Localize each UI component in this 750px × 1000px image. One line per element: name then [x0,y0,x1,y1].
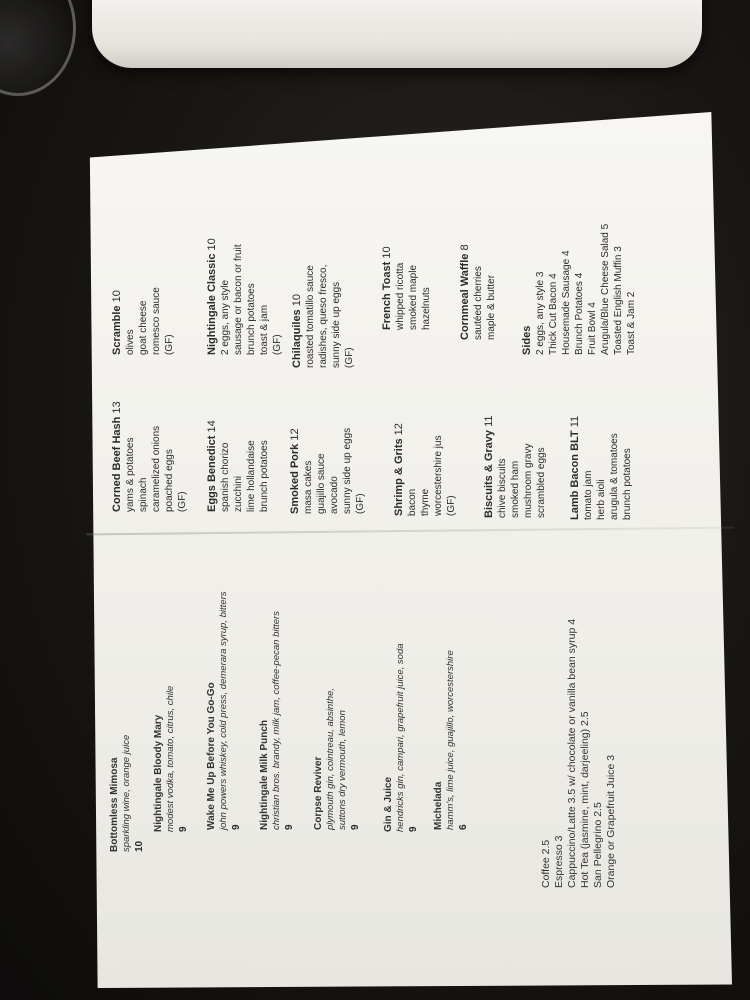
dish-line: (GF) [344,347,355,368]
dish-line: mushroom gravy [523,443,534,518]
dish-line: roasted tomatillo sauce [305,265,316,368]
dish-corned-beef-hash [110,401,189,512]
dish-title: Biscuits & Gravy 11 [483,415,495,518]
beverage-item: Hot Tea (jasmine, mint, darjeeling) 2.5 [579,711,591,888]
drink-price: 9 [178,826,189,832]
dish-line: sausage or bacon or fruit [233,244,244,355]
drink-price: 10 [134,840,145,852]
dish-title: French Toast 10 [381,246,393,330]
drink-name: Bottomless Mimosa [109,757,120,852]
dish-line: guajillo sauce [316,453,327,514]
drink-description: christian bros. brandy, milk jam, coffee-pecan bitters [271,611,282,830]
side-item: Toasted English Muffin 3 [613,246,624,355]
dish-line: (GF) [177,491,188,512]
dish-line: 2 eggs, any style [220,279,231,355]
dish-line: bacon [407,488,418,516]
side-item: Housemade Sausage 4 [561,250,572,355]
side-item: 2 eggs, any style 3 [535,271,546,355]
dish-title: Smoked Pork 12 [289,428,301,514]
drink-description: john powers whiskey, cold press, demerara syrup, bitters [218,591,229,830]
dish-line: poached eggs [164,449,175,512]
dish-line: chive biscuits [497,458,508,518]
dish-lamb-bacon-blt [568,416,634,520]
dish-line: sautéed cherries [473,266,484,340]
dish-line: lime hollandaise [246,440,257,512]
dish-line: (GF) [272,334,283,355]
dish-title: Cornmeal Waffle 8 [459,244,471,340]
dish-line: scrambled eggs [536,447,547,518]
dish-line: goat cheese [138,300,149,355]
dish-line: tomato jam [583,470,594,520]
side-item: Fruit Bowl 4 [587,302,598,355]
drink-description: hamm's, lime juice, guajillo, worcestershire [445,650,456,830]
dish-line: worcestershire jus [433,435,444,516]
dish-title: Nightingale Classic 10 [206,238,218,355]
beverages-list [540,619,618,888]
dish-biscuits-and-gravy [482,415,548,518]
drink-price: 9 [231,824,242,830]
drink-description: hendricks gin, campari, grapefruit juice, soda [395,643,406,832]
dish-line: brunch potatoes [622,448,633,520]
drink-bottomless-mimosa [108,735,146,852]
drink-wake-me-up [205,592,243,830]
folded-napkin [92,0,702,68]
dish-line: hazelnuts [421,287,432,330]
beverage-item: Coffee 2.5 [540,839,552,888]
dish-title: Shrimp & Grits 12 [393,423,405,516]
drink-milk-punch [258,611,296,830]
side-item: Brunch Potatoes 4 [574,272,585,355]
dish-line: romesco sauce [151,287,162,355]
drink-price: 9 [408,826,419,832]
drink-price: 9 [284,824,295,830]
drink-name: Gin & Juice [383,776,394,832]
side-item: Arugula/Blue Cheese Salad 5 [600,223,611,355]
dish-line: smoked ham [510,460,521,518]
drink-michelada [432,650,470,830]
sides-title: Sides [521,325,533,355]
drink-description: plymouth gin, cointreau, absinthe, [325,687,336,830]
dish-nightingale-classic [205,238,284,355]
dish-line: whipped ricotta [395,262,406,330]
dish-french-toast [380,246,433,330]
beverage-item: Orange or Grapefruit Juice 3 [605,754,617,888]
sides-section [520,224,638,355]
dish-line: brunch potatoes [259,440,270,512]
dish-title: Eggs Benedict 14 [206,420,218,512]
dish-line: (GF) [446,495,457,516]
drink-price: 9 [350,824,361,830]
dish-line: spinach [138,477,149,512]
drink-bloody-mary [152,686,190,832]
dish-smoked-pork [288,428,367,514]
dish-line: (GF) [355,493,366,514]
dish-line: yams & potatoes [125,437,136,512]
dish-line: caramelized onions [151,425,162,512]
dish-shrimp-and-grits [392,423,458,516]
dish-line: radishes, queso fresco, [318,264,329,368]
dish-line: arugula & tomatoes [609,433,620,520]
drink-name: Michelada [433,781,444,830]
drink-description-2: suttons dry vermouth, lemon [337,710,348,830]
dish-line: toast & jam [259,304,270,355]
dish-line: spanish chorizo [220,442,231,512]
dish-title: Corned Beef Hash 13 [111,401,123,512]
drink-name: Wake Me Up Before You Go-Go [206,682,217,830]
dish-line: zucchini [233,475,244,512]
dish-line: thyme [420,488,431,516]
drink-name: Corpse Reviver [313,756,324,830]
dish-line: herb aioli [596,479,607,520]
dish-eggs-benedict [205,420,271,512]
side-item: Toast & Jam 2 [626,291,637,355]
dish-line: olives [125,329,136,355]
beverage-item: Cappuccino/Latte 3.5 w/ chocolate or vanilla bean syrup 4 [566,618,578,888]
dish-line: smoked maple [408,264,419,330]
beverage-item: San Pellegrino 2.5 [592,802,604,888]
drink-description: sparkling wine, orange juice [121,734,132,852]
dish-line: maple & butter [486,274,497,340]
drink-corpse-reviver [312,688,362,830]
dish-title: Chilaquiles 10 [291,294,303,368]
dish-line: sunny side up eggs [331,281,342,368]
dish-line: (GF) [164,334,175,355]
drink-name: Nightingale Bloody Mary [153,714,164,832]
dish-title: Scramble 10 [111,290,123,355]
dish-chilaquiles [290,265,356,368]
drink-name: Nightingale Milk Punch [259,719,270,830]
side-item: Thick Cut Bacon 4 [548,273,559,355]
dish-title: Lamb Bacon BLT 11 [569,415,581,520]
drink-description: modest vodka, tomato, citrus, chile [165,685,176,832]
dish-line: avocado [329,476,340,514]
drink-price: 6 [458,824,469,830]
dish-line: sunny side up eggs [342,427,353,514]
dish-cornmeal-waffle [458,244,498,340]
dish-scramble [110,287,176,355]
beverage-item: Espresso 3 [553,835,565,888]
drink-gin-and-juice [382,643,420,832]
dish-line: brunch potatoes [246,283,257,355]
dish-line: masa cakes [303,460,314,514]
water-glass [0,0,76,96]
